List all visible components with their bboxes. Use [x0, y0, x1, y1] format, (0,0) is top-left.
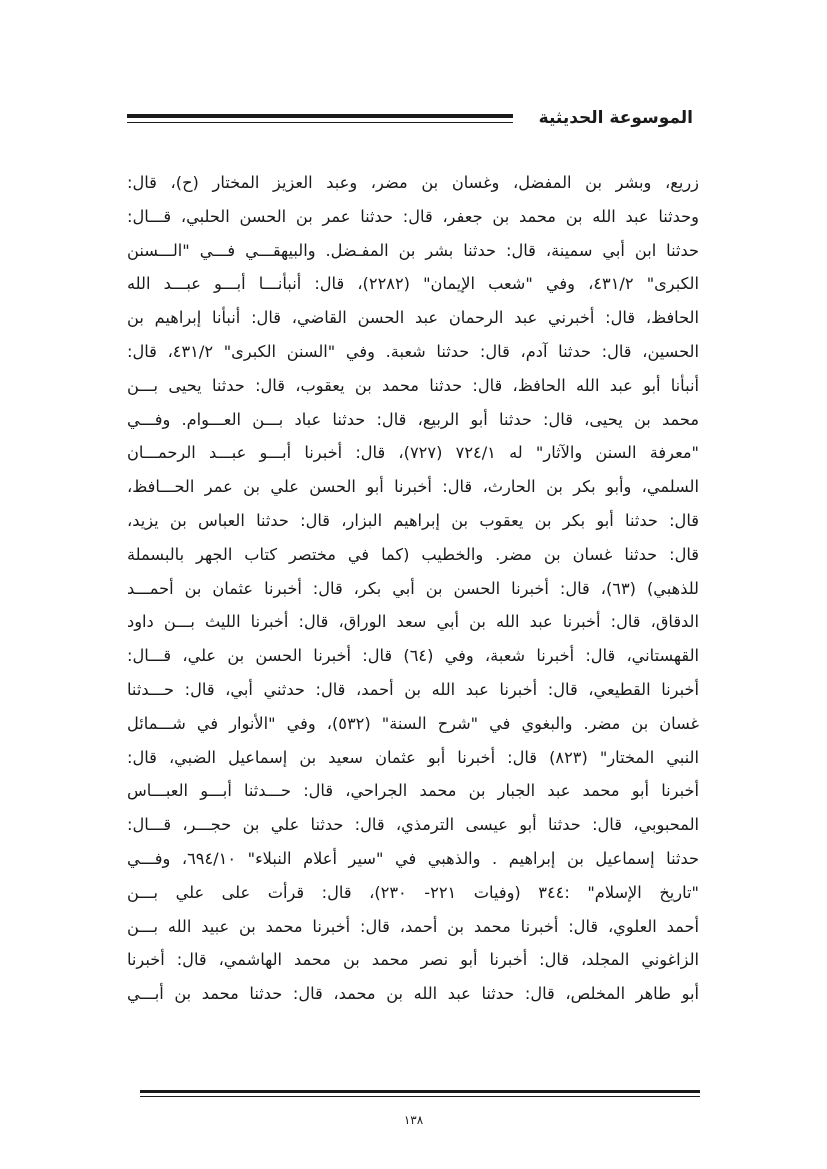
text-line: أبو طاهر المخلص، قال: حدثنا عبد الله بن محمد، قال: حدثنا محمد بن أبـــي — [127, 984, 699, 1004]
text-line: الكبرى" ٤٣١/٢، وفي "شعب الإيمان" (٢٢٨٢)، قال: أنبأنـــا أبـــو عبـــد الله — [127, 274, 699, 294]
text-line: السلمي، وأبو بكر بن الحارث، قال: أخبرنا أبو الحسن علي بن عمر الحـــافظ، — [127, 477, 699, 497]
footer-rule — [140, 1090, 700, 1097]
text-line: أحمد العلوي، قال: أخبرنا محمد بن أحمد، قال: أخبرنا محمد بن عبيد الله بـــن — [127, 916, 699, 936]
text-line: قال: حدثنا أبو بكر بن يعقوب بن إبراهيم البزار، قال: حدثنا العباس بن يزيد، — [127, 510, 699, 530]
text-line: وحدثنا عبد الله بن محمد بن جعفر، قال: حدثنا عمر بن الحسن الحلبي، قـــال: — [127, 206, 699, 226]
text-line: القهستاني، قال: أخبرنا شعبة، وفي (٦٤) قال: أخبرنا الحسن بن علي، قـــال: — [127, 646, 699, 666]
body-text — [127, 166, 699, 1011]
page-title: الموسوعة الحديثية — [533, 106, 699, 130]
header-rule-left — [127, 114, 513, 123]
page-number: ١٣٨ — [403, 1113, 424, 1127]
text-line: المحبوبي، قال: حدثنا أبو عيسى الترمذي، قال: حدثنا علي بن حجـــر، قـــال: — [127, 815, 699, 835]
text-line: أنبأنا أبو عبد الله الحافظ، قال: حدثنا محمد بن يعقوب، قال: حدثنا يحيى بـــن — [127, 375, 699, 395]
text-line: محمد بن يحيى، قال: حدثنا أبو الربيع، قال: حدثنا عباد بـــن العـــوام. وفـــي — [127, 409, 699, 429]
text-line: أخبرنا أبو محمد عبد الجبار بن محمد الجراحي، قال: حـــدثنا أبـــو العبـــاس — [127, 781, 699, 801]
text-line: الحسين، قال: حدثنا آدم، قال: حدثنا شعبة. وفي "السنن الكبرى" ٤٣١/٢، قال: — [127, 341, 699, 361]
text-line: حدثنا إسماعيل بن إبراهيم . والذهبي في "سير أعلام النبلاء" ٦٩٤/١٠، وفـــي — [127, 848, 699, 868]
text-line: قال: حدثنا غسان بن مضر. والخطيب (كما في مختصر كتاب الجهر بالبسملة — [127, 544, 699, 564]
text-line: حدثنا ابن أبي سمينة، قال: حدثنا بشر بن المفـضل. والبيهقـــي فـــي "الـــسنن — [127, 240, 699, 260]
text-line: للذهبي) (٦٣)، قال: أخبرنا الحسن بن أبي بكر، قال: أخبرنا عثمان بن أحمـــد — [127, 578, 699, 598]
text-line: النبي المختار" (٨٢٣) قال: أخبرنا أبو عثمان سعيد بن إسماعيل الضبي، قال: — [127, 747, 699, 767]
text-line: أخبرنا القطيعي، قال: أخبرنا عبد الله بن أحمد، قال: حدثني أبي، قال: حـــدثنا — [127, 679, 699, 699]
text-line: غسان بن مضر. والبغوي في "شرح السنة" (٥٣٢)، وفي "الأنوار في شـــمائل — [127, 713, 699, 733]
text-line: الدقاق، قال: أخبرنا عبد الله بن أبي سعد الوراق، قال: أخبرنا الليث بـــن داود — [127, 612, 699, 632]
page-header — [127, 100, 699, 140]
text-line: زريع، وبشر بن المفضل، وغسان بن مضر، وعبد العزيز المختار (ح)، قال: — [127, 173, 699, 192]
text-line: "تاريخ الإسلام" :٣٤٤ (وفيات ٢٢١- ٢٣٠)، قال: قرأت على علي بـــن — [127, 882, 699, 902]
text-line: الزاغوني المجلد، قال: أخبرنا أبو نصر محمد بن محمد الهاشمي، قال: أخبرنا — [127, 950, 699, 970]
text-line: "معرفة السنن والآثار" له ٧٢٤/١ (٧٢٧)، قال: أخبرنا أبـــو عبـــد الرحمـــان — [127, 443, 699, 463]
text-line: الحافظ، قال: أخبرني عبد الرحمان عبد الحسن القاضي، قال: أنبأنا إبراهيم بن — [127, 308, 699, 328]
